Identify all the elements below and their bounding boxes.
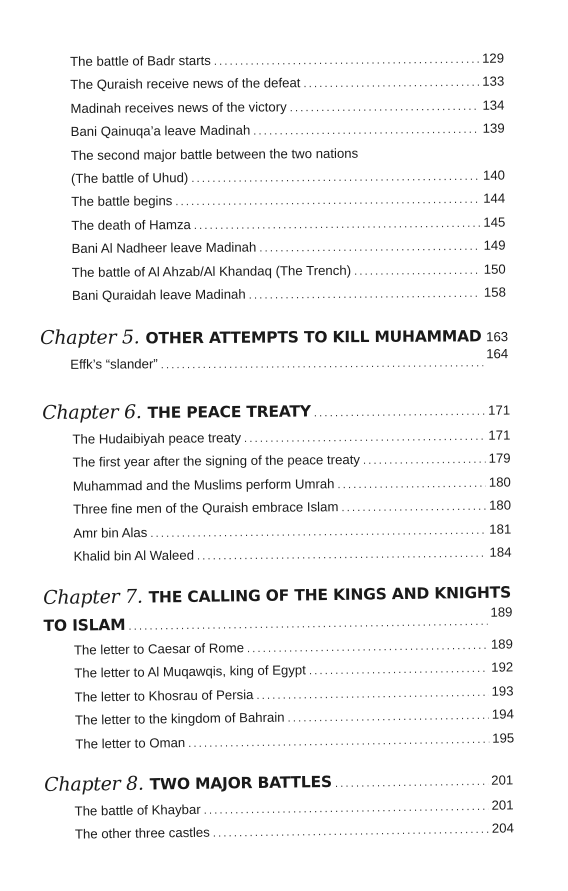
toc-chapter-5 [40, 320, 508, 376]
toc-entry[interactable] [72, 280, 506, 307]
leader-dots [213, 819, 489, 846]
leader-dots [161, 352, 484, 377]
toc-entry[interactable] [71, 117, 505, 144]
toc-entry[interactable] [71, 210, 505, 237]
toc-entry-page: 149 [483, 237, 506, 253]
toc-entry-page: 194 [491, 706, 514, 722]
toc-chapter-7 [43, 576, 514, 755]
toc-entry-title: The letter to the kingdom of Bahrain [74, 709, 285, 728]
toc-entry-page: 181 [489, 521, 512, 537]
toc-entry[interactable] [43, 470, 511, 498]
toc-entry-page: 180 [488, 497, 512, 513]
toc-entry-title: The letter to Al Muqawqis, king of Egypt [74, 662, 306, 681]
leader-dots [194, 213, 481, 239]
leader-dots [249, 283, 481, 308]
toc-entry-title: The letter to Caesar of Rome [73, 640, 245, 658]
toc-entry-title: The letter to Khosrau of Persia [74, 686, 254, 705]
chapter-label: Chapter 7. [43, 585, 143, 609]
leader-dots [191, 166, 480, 192]
chapter-label: Chapter 8. [44, 772, 144, 796]
chapter-page: 171 [488, 402, 511, 418]
chapter-label: Chapter 5. [40, 326, 140, 349]
toc-entry-title: The battle begins [71, 193, 173, 210]
toc-entry-page: 192 [491, 659, 514, 676]
toc-entry-page: 180 [488, 474, 511, 490]
chapter-label: Chapter 6. [42, 401, 142, 424]
chapter-title: TWO MAJOR BATTLES [149, 772, 333, 794]
leader-dots [337, 473, 486, 498]
leader-dots [244, 426, 486, 452]
toc-entry-page: 179 [488, 450, 511, 467]
chapter-heading-continued[interactable] [43, 606, 512, 639]
leader-dots [363, 449, 486, 474]
toc-entry[interactable] [71, 234, 505, 261]
leader-dots [341, 496, 486, 521]
chapter-heading[interactable] [40, 320, 508, 353]
toc-entry-title: The battle of Khaybar [74, 801, 201, 819]
toc-entry[interactable] [71, 187, 505, 214]
toc-entry-title: Three fine men of the Quraish embrace Islam [72, 499, 339, 517]
toc-entry-title: (The battle of Uhud) [70, 170, 189, 186]
toc-entry-page: 171 [488, 427, 511, 443]
toc-entry-title: Bani Quraidah leave Madinah [71, 286, 246, 303]
leader-dots [335, 767, 489, 799]
toc-entry-page: 158 [483, 284, 506, 300]
leader-dots [197, 543, 487, 569]
leader-dots [309, 658, 489, 684]
toc-entry[interactable] [42, 424, 510, 452]
toc-entry-page: 189 [490, 636, 514, 652]
leader-dots [259, 236, 480, 261]
toc-entry-page: 134 [482, 97, 505, 113]
toc-entry[interactable] [40, 346, 509, 376]
toc-entry-page: 150 [483, 261, 506, 277]
toc-entry-title: Amr bin Alas [73, 524, 148, 541]
toc-entry-page: 164 [486, 346, 509, 362]
chapter-title: THE PEACE TREATY [147, 402, 311, 422]
toc-entry-title: The other three castles [74, 825, 210, 842]
toc-entry-title: The Quraish receive news of the defeat [70, 75, 301, 93]
toc-entry-title: The Hudaibiyah peace treaty [72, 430, 242, 447]
toc-entry-title: Khalid bin Al Waleed [73, 547, 195, 564]
toc-entry-page: 195 [492, 729, 515, 746]
toc-entry-page: 133 [482, 73, 505, 90]
leader-dots [303, 72, 479, 97]
chapter-page: 201 [491, 772, 514, 788]
toc-entry-page: 144 [483, 190, 506, 207]
chapter-heading[interactable] [43, 576, 512, 613]
toc-entry-page: 184 [489, 544, 512, 560]
toc-entry-page: 140 [482, 167, 506, 183]
leader-dots [287, 705, 489, 731]
toc-entry[interactable] [70, 47, 504, 74]
leader-dots [175, 189, 480, 215]
toc-entry-title: Bani Al Nadheer leave Madinah [71, 239, 257, 257]
toc-entry-page: 201 [491, 797, 514, 813]
chapter-page: 163 [486, 329, 509, 345]
toc-entry[interactable] [43, 517, 511, 545]
leader-dots [188, 728, 489, 756]
chapter-title-continued: TO ISLAM [43, 615, 126, 635]
toc-entry[interactable] [72, 257, 506, 284]
toc-entry-title: The battle of Al Ahzab/Al Khandaq (The Trench) [71, 262, 352, 280]
toc-entry-page: 145 [483, 214, 506, 230]
chapter-page: 189 [490, 604, 513, 620]
toc-entry[interactable] [43, 447, 511, 475]
leader-dots [247, 635, 488, 662]
leader-dots [256, 682, 488, 709]
toc-entry-title: The letter to Oman [75, 734, 186, 752]
chapter-title: OTHER ATTEMPTS TO KILL MUHAMMAD [145, 327, 482, 348]
toc-chapter-8 [44, 763, 514, 846]
leader-dots [314, 397, 486, 429]
toc-chapter-6 [42, 394, 512, 569]
toc-entry[interactable] [70, 93, 504, 120]
leader-dots [253, 119, 480, 144]
toc-entry[interactable] [43, 494, 511, 522]
toc-entry-page: 193 [491, 683, 514, 699]
chapter-heading[interactable] [42, 394, 510, 428]
toc-entry-title: Muhammad and the Muslims perform Umrah [72, 475, 335, 494]
toc-entry-page: 139 [482, 120, 505, 136]
toc-entry-title: The first year after the signing of the peace treaty [72, 452, 361, 471]
toc-entry-title: The battle of Badr starts [70, 52, 211, 69]
leader-dots [354, 259, 481, 283]
toc-entry-title: The death of Hamza [71, 216, 191, 233]
toc-entry-title: Effk’s “slander” [70, 356, 158, 372]
toc-entry[interactable] [43, 540, 511, 568]
toc-entry-page: 129 [482, 50, 505, 66]
chapter-title: THE CALLING OF THE KINGS AND KNIGHTS [148, 583, 512, 607]
toc-section-previous-chapter [70, 47, 506, 308]
toc-entry[interactable] [71, 164, 505, 191]
toc-entry-title-line[interactable]: The second major battle between the two nations [70, 145, 359, 163]
leader-dots [150, 519, 486, 546]
leader-dots [214, 49, 479, 74]
toc-entry-title: Madinah receives news of the victory [70, 99, 287, 116]
chapter-heading[interactable] [44, 763, 513, 800]
toc-entry-title: Bani Qainuqa’a leave Madinah [70, 122, 251, 140]
toc-entry-page: 204 [491, 820, 514, 837]
leader-dots [290, 96, 480, 121]
toc-entry[interactable] [70, 70, 504, 97]
